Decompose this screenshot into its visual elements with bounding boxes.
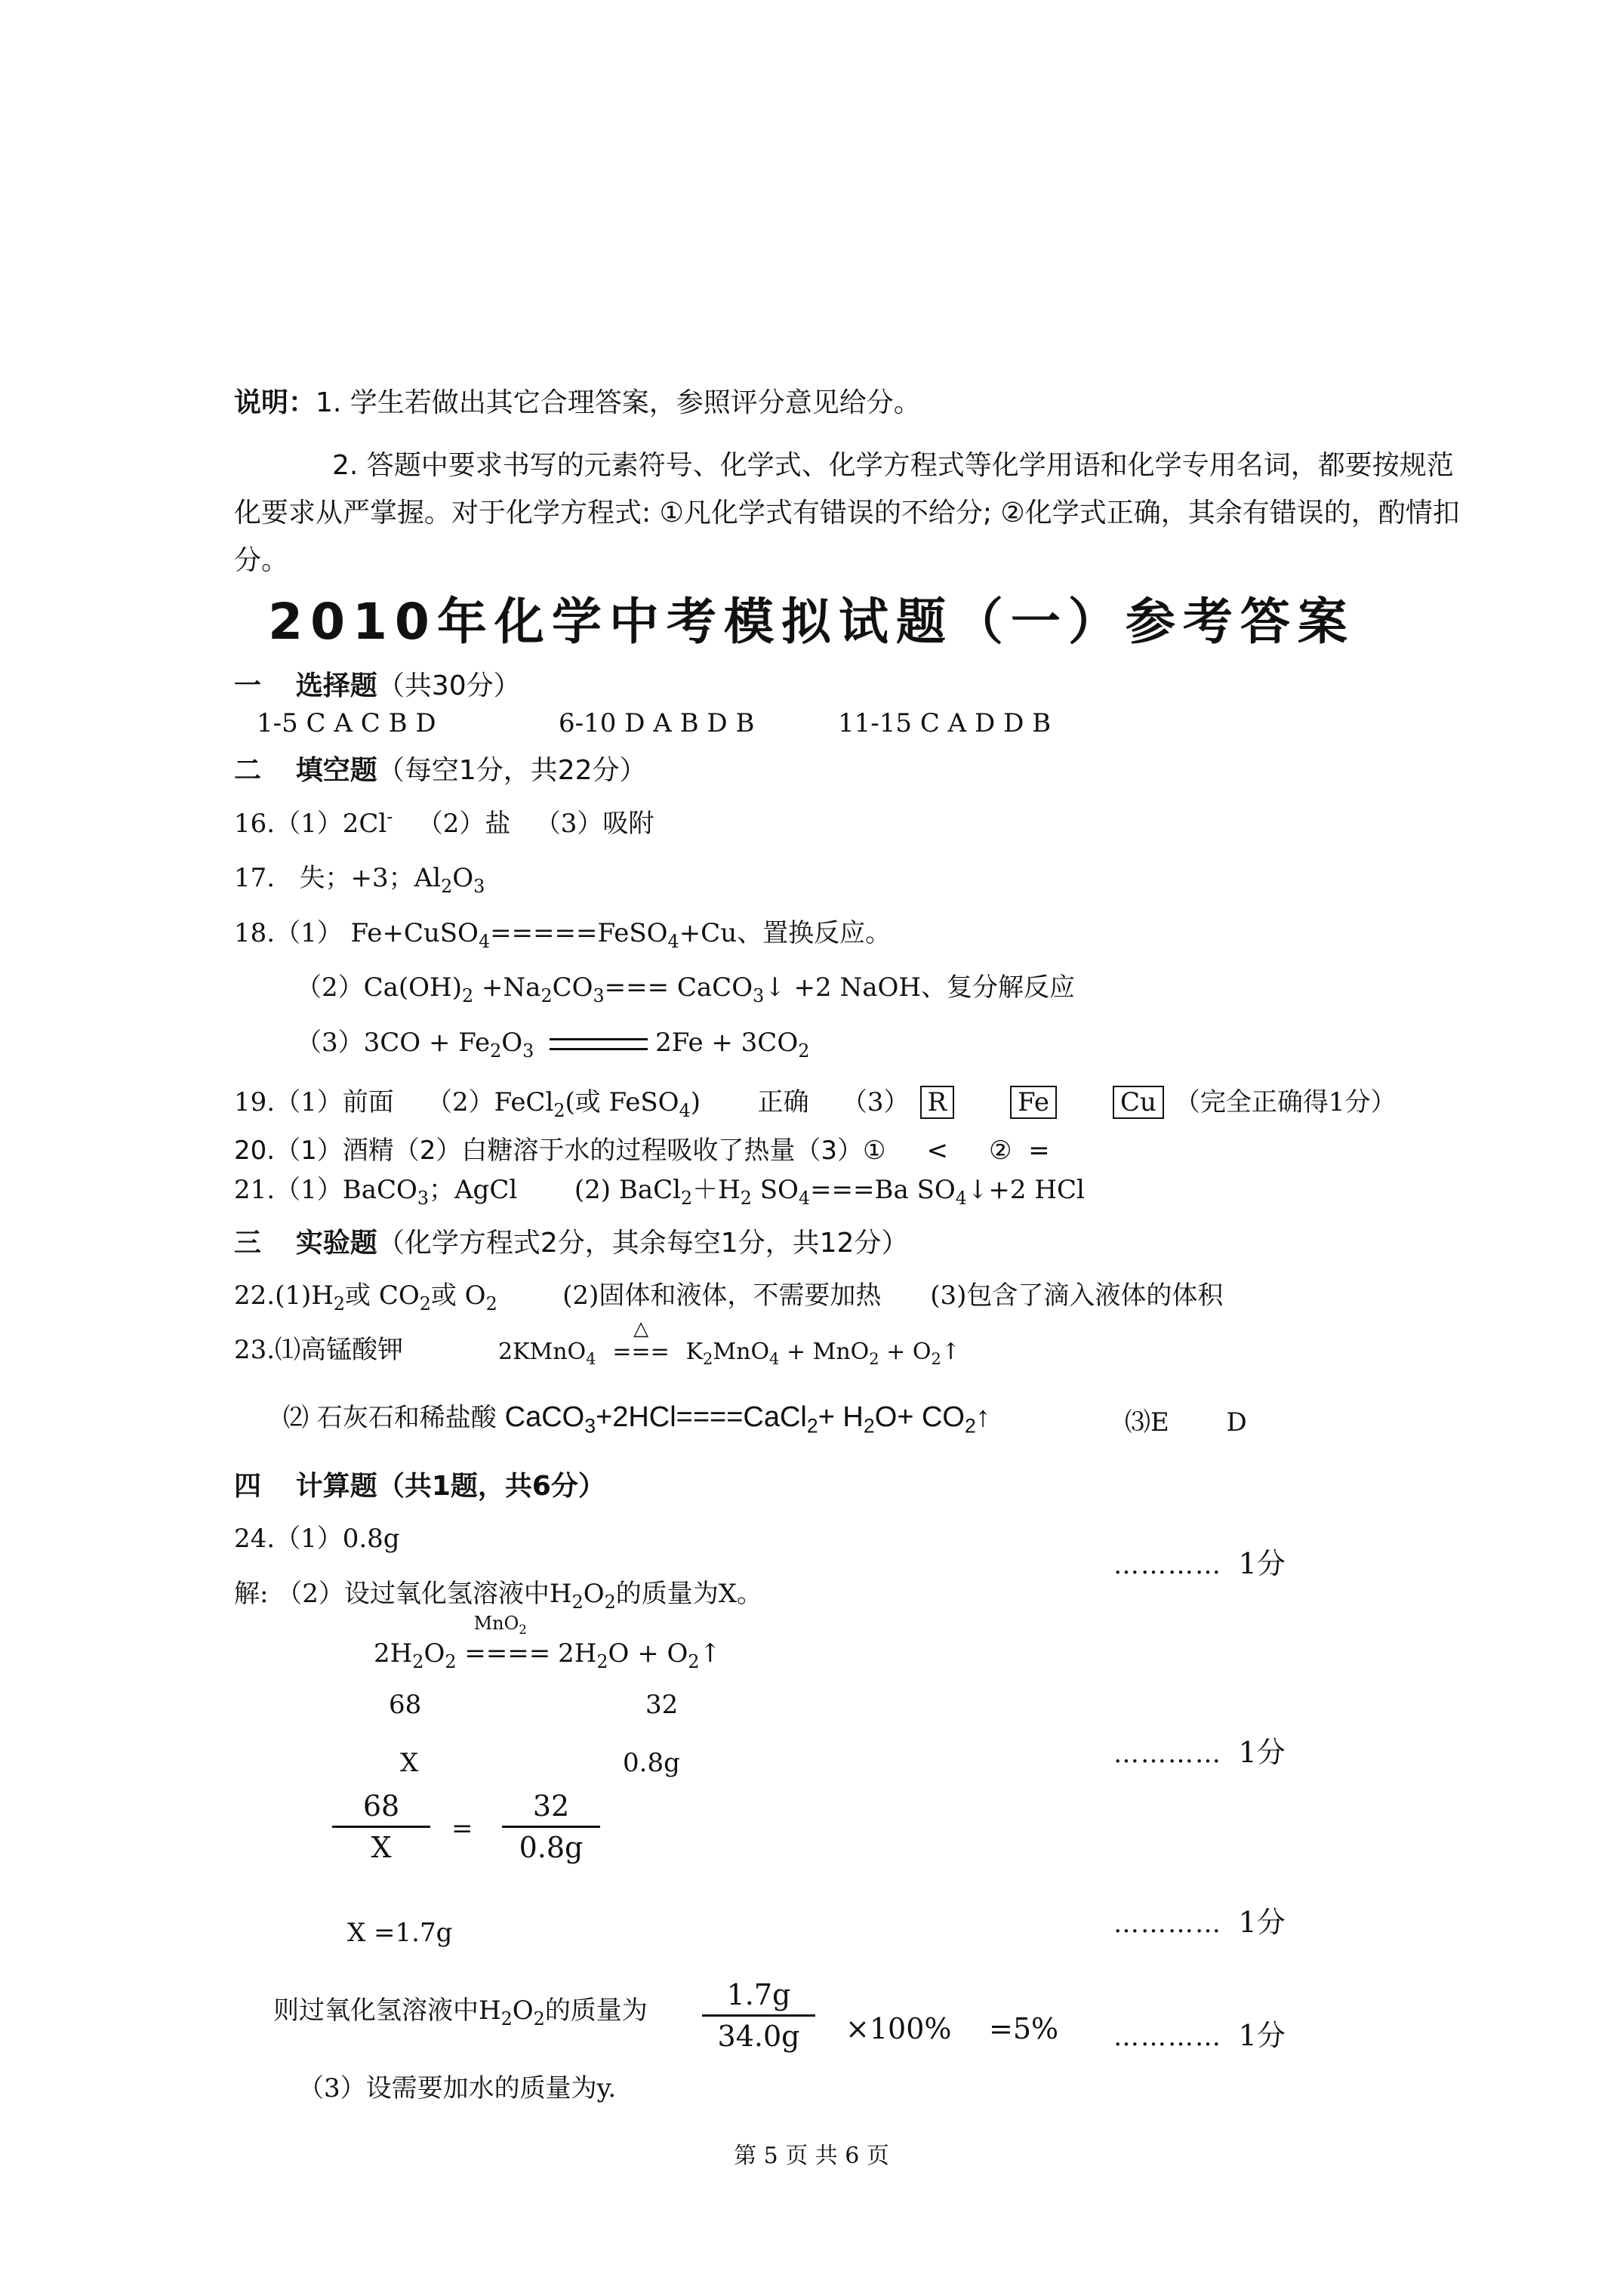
q24-cc: O (512, 1996, 534, 2026)
section-1-heading (234, 664, 521, 703)
q23-eq1-reaction-arrow (611, 1318, 671, 1365)
q24-unknown-x: X (400, 1748, 419, 1778)
note-item-2: 2. 答题中要求书写的元素符号、化学式、化学方程式等化学用语和化学专用名词，都要按规范化要求从严掌握。对于化学方程式: ①凡化学式有错误的不给分; ②化学式正确，其余有错误的，酌情扣分。 (234, 450, 1460, 576)
q23-eq1e: + O (879, 1339, 932, 1365)
q18-l1s2: 4 (667, 930, 679, 952)
q17-text-b: O (452, 863, 474, 893)
q24-bs: 2 (571, 1591, 584, 1613)
q17-text-a: 失；+3；Al (299, 863, 442, 893)
q23-eq1s5: 2 (931, 1350, 941, 1368)
q23-eq1f: ↑ (941, 1339, 960, 1365)
q21-s5: 4 (955, 1187, 967, 1209)
fraction-2-denominator: 0.8g (519, 1831, 584, 1864)
q24-bc: O (583, 1579, 605, 1609)
q16-part2: （2）盐 (417, 809, 511, 839)
fraction-3-denominator: 34.0g (717, 2020, 800, 2053)
q23-a: ⑴高锰酸钾 (275, 1335, 404, 1365)
q16-part3: （3）吸附 (534, 809, 654, 839)
q21-f: ===Ba SO (810, 1175, 956, 1205)
q24-mass-68: 68 (389, 1690, 422, 1720)
q19-d: （3） (841, 1087, 910, 1117)
fraction-2-numerator: 32 (532, 1789, 570, 1823)
q24-part3: （3）设需要加水的质量为y. (298, 2073, 617, 2103)
fraction-2-bar (502, 1826, 600, 1828)
q24-eqa: 2H (374, 1638, 413, 1669)
q21-g: ↓+2 HCl (966, 1175, 1085, 1205)
q24-percent-line (273, 1989, 648, 2029)
score-value-3: 1分 (1238, 1906, 1286, 1939)
q23-number: 23. (234, 1335, 276, 1365)
q23-eq2d: O+ CO (874, 1401, 965, 1433)
q18-l3b: O (501, 1028, 523, 1058)
q24-catalyst (464, 1613, 536, 1637)
q22-e: (3)包含了滴入液体的体积 (930, 1281, 1224, 1311)
score-value-2: 1分 (1238, 1736, 1286, 1769)
q16-sup: - (387, 806, 393, 827)
q24-percent-result: =5% (989, 2012, 1059, 2045)
q21-number: 21. (234, 1175, 276, 1205)
q24-b: （2）设过氧化氢溶液中H (276, 1579, 572, 1609)
q19-box-fe: Fe (1010, 1086, 1057, 1119)
q23-eq1s1: 4 (586, 1350, 596, 1368)
q21-s3: 2 (740, 1187, 752, 1209)
section-4-heading (234, 1465, 605, 1503)
q18-l2c: CO (552, 972, 593, 1003)
fraction-68-over-x (332, 1789, 430, 1864)
q23-eq2s1: 3 (584, 1414, 596, 1438)
fraction-32-over-0-8g (502, 1789, 600, 1864)
q23-eq1s2: 2 (703, 1350, 713, 1368)
note-line-1 (234, 381, 921, 420)
q24-solution-label: 解: (234, 1579, 269, 1609)
q18-l2a: （2）Ca(OH) (296, 972, 462, 1003)
section-1-name: 选择题 (295, 670, 377, 701)
section-2-score: （每空1分，共22分） (377, 755, 647, 786)
q18-equals-sign (550, 1038, 648, 1050)
q24-mass-0-8g: 0.8g (623, 1748, 680, 1778)
q24-arrow: ==== (464, 1638, 551, 1669)
q21-c: (2) BaCl (574, 1175, 681, 1205)
q23-b: ⑵ 石灰石和稀盐酸 (283, 1403, 497, 1433)
q16-part1: （1）2Cl (275, 809, 387, 839)
q24-eqs3: 2 (596, 1650, 608, 1672)
q19 (234, 1081, 1397, 1119)
q23-eq1s4: 2 (869, 1350, 879, 1368)
score-dots-3: ………… (1113, 1909, 1222, 1939)
q17-sub2: 3 (473, 875, 485, 897)
section-4-number: 四 (234, 1471, 262, 1502)
q23-eq1d: + MnO (779, 1339, 870, 1365)
q24-eqs1: 2 (412, 1650, 424, 1672)
q18-l2b: +Na (473, 972, 541, 1003)
q22-s2: 2 (419, 1293, 431, 1314)
q17-number: 17. (234, 863, 276, 893)
q24-a: （1）0.8g (275, 1524, 400, 1554)
score-marker-4 (1113, 2012, 1286, 2054)
q24-reaction-arrow (464, 1613, 551, 1669)
q18-line-1 (234, 912, 892, 952)
q22-d: (2)固体和液体，不需要加热 (562, 1281, 882, 1311)
q21-s1: 3 (417, 1187, 429, 1209)
score-dots-1: ………… (1113, 1550, 1222, 1580)
fraction-1-denominator: X (371, 1831, 392, 1864)
q21-b: ；AgCl (429, 1175, 518, 1205)
q23-eq1-arrow: === (612, 1339, 670, 1365)
note-label: 说明： (234, 387, 316, 418)
q19-bc: (或 FeSO (565, 1087, 679, 1117)
q23-eq2s3: 2 (863, 1414, 875, 1438)
score-dots-2: ………… (1113, 1739, 1222, 1769)
q24-eqs2: 2 (445, 1650, 457, 1672)
score-marker-1 (1113, 1540, 1286, 1582)
mc-answers-11-15: 11-15 C A D D B (838, 708, 1052, 738)
fraction-3-numerator: 1.7g (726, 1978, 791, 2011)
score-marker-3 (1113, 1899, 1286, 1940)
q19-number: 19. (234, 1087, 276, 1117)
q20-b: < (926, 1136, 948, 1166)
q18-l3s1: 2 (490, 1040, 502, 1062)
fraction-1-7g-over-34-0g (702, 1978, 815, 2053)
q18-l1c: +Cu、置换反应。 (679, 918, 892, 948)
q23-eq1a: 2KMnO (498, 1339, 587, 1365)
q23-c: ⑶E (1125, 1407, 1169, 1438)
q18-l2e: ↓ +2 NaOH、复分解反应 (764, 972, 1075, 1003)
q21 (234, 1169, 1085, 1209)
section-2-heading (234, 749, 647, 787)
q23-equation-1 (498, 1318, 960, 1368)
q23-eq2c: + H (818, 1401, 864, 1433)
q24-number: 24. (234, 1524, 276, 1554)
section-2-name: 填空题 (295, 755, 377, 786)
q22-c: 或 O (430, 1281, 486, 1311)
q23-equation-2 (504, 1401, 990, 1438)
q24-cd: 的质量为 (544, 1996, 648, 2026)
section-1-score: （共30分） (377, 670, 521, 701)
q19-c: 正确 (757, 1087, 809, 1117)
q23-eq2a: CaCO (504, 1401, 585, 1433)
q19-e: （完全正确得1分） (1174, 1087, 1397, 1117)
page-title: 2010年化学中考模拟试题（一）参考答案 (268, 593, 1355, 651)
q21-e: SO (751, 1175, 799, 1205)
q23-eq1b: K (685, 1339, 704, 1365)
q19-box-cu: Cu (1113, 1086, 1164, 1119)
section-3-name: 实验题 (295, 1228, 377, 1259)
q24-eqc: 2H (558, 1638, 597, 1669)
page-footer: 第 5 页 共 6 页 (734, 2143, 889, 2169)
section-3-score: （化学方程式2分，其余每空1分，共12分） (377, 1228, 909, 1259)
q24-bd: 的质量为X。 (615, 1579, 762, 1609)
q23-eq2e: ↑ (975, 1401, 990, 1433)
q19-bs1: 2 (553, 1099, 565, 1121)
q24-cs2: 2 (533, 2008, 545, 2029)
q24-line-1 (234, 1518, 400, 1555)
mc-answers-1-5: 1-5 C A C B D (257, 708, 436, 738)
q19-bs2: 4 (679, 1099, 691, 1121)
q24-result-x: X =1.7g (347, 1918, 453, 1948)
q23-eq1c: MnO (713, 1339, 770, 1365)
q22-s1: 2 (333, 1293, 346, 1314)
section-1-number: 一 (234, 670, 262, 701)
fraction-1-bar (332, 1826, 430, 1828)
q18-l2d: === CaCO (604, 972, 753, 1003)
section-4-score: （共1题，共6分） (377, 1471, 605, 1502)
q24-c: 则过氧化氢溶液中H (273, 1996, 501, 2026)
q23-eq2b: +2HCl====CaCl (596, 1401, 807, 1433)
q21-s4: 4 (798, 1187, 811, 1209)
section-3-number: 三 (234, 1228, 262, 1259)
score-dots-4: ………… (1113, 2022, 1222, 2052)
q17-sub1: 2 (441, 875, 453, 897)
q23-d: D (1226, 1407, 1247, 1438)
q18-l1a: （1） Fe+CuSO (275, 918, 479, 948)
q24-cs1: 2 (500, 2008, 513, 2029)
q23-eq1-condition: △ (633, 1318, 649, 1340)
q24-eqs4: 2 (688, 1650, 700, 1672)
q23-line-2 (283, 1397, 990, 1438)
q16 (234, 803, 654, 840)
q24-bs2: 2 (604, 1591, 616, 1613)
q20-c: ② (989, 1136, 1012, 1166)
q16-number: 16. (234, 809, 276, 839)
q24-eqe: ↑ (699, 1638, 722, 1669)
q24-equation (374, 1613, 722, 1672)
mc-answers-6-10: 6-10 D A B D B (559, 708, 755, 738)
q18-l3a: （3）3CO + Fe (296, 1028, 491, 1058)
fraction-3-bar (702, 2014, 815, 2017)
q19-box-r: R (920, 1086, 955, 1119)
q18-l3c: 2Fe + 3CO (655, 1028, 799, 1058)
section-4-name: 计算题 (295, 1471, 377, 1502)
q22-b: 或 CO (345, 1281, 420, 1311)
score-value-4: 1分 (1238, 2019, 1286, 2052)
q18-l2s1: 2 (461, 985, 474, 1006)
q23-line-1 (234, 1329, 403, 1366)
section-3-heading (234, 1222, 908, 1260)
q18-l2s3: 3 (593, 985, 605, 1006)
q18-l1s1: 4 (478, 930, 491, 952)
q23-eq2s4: 2 (965, 1414, 976, 1438)
q18-line-3 (296, 1022, 810, 1062)
q18-number: 18. (234, 918, 276, 948)
q24-line-2 (234, 1573, 762, 1613)
q18-l3s2: 3 (522, 1040, 534, 1062)
proportion-equals: = (451, 1814, 473, 1844)
q17 (234, 857, 485, 897)
q21-s2: 2 (681, 1187, 693, 1209)
q22-a: (1)H (275, 1281, 334, 1311)
q22 (234, 1274, 1224, 1314)
q24-eqb: O (423, 1638, 445, 1669)
q24-eqd: O + O (608, 1638, 688, 1669)
q23-eq1s3: 4 (769, 1350, 780, 1368)
fraction-1-numerator: 68 (362, 1789, 400, 1823)
q18-line-2 (296, 966, 1075, 1006)
q20 (234, 1130, 1050, 1166)
q22-number: 22. (234, 1281, 276, 1311)
q18-l2s2: 2 (540, 985, 553, 1006)
score-marker-2 (1113, 1729, 1286, 1771)
note-item-1: 1. 学生若做出其它合理答案，参照评分意见给分。 (316, 387, 921, 418)
q22-s3: 2 (485, 1293, 497, 1314)
section-2-number: 二 (234, 755, 262, 786)
q19-b: （2）FeCl (426, 1087, 554, 1117)
score-value-1: 1分 (1238, 1547, 1286, 1580)
q23-eq2s2: 2 (806, 1414, 818, 1438)
q24-catalyst-sub: 2 (519, 1621, 527, 1637)
q18-l2s4: 3 (753, 985, 765, 1006)
q20-number: 20. (234, 1136, 276, 1166)
q18-l3s3: 2 (798, 1040, 810, 1062)
q20-a: （1）酒精（2）白糖溶于水的过程吸收了热量（3）① (275, 1136, 886, 1166)
q19-a: （1）前面 (275, 1087, 394, 1117)
q21-d: ＋H (692, 1175, 741, 1205)
q20-d: = (1028, 1136, 1050, 1166)
q18-l1b: =====FeSO (490, 918, 668, 948)
q24-catalyst-a: MnO (473, 1613, 519, 1634)
q19-bd: ) (690, 1087, 701, 1117)
q24-percent-factor: ×100% (845, 2012, 952, 2045)
q23-part3 (1125, 1401, 1247, 1438)
q21-a: （1）BaCO (275, 1175, 417, 1205)
q24-mass-32: 32 (645, 1690, 679, 1720)
